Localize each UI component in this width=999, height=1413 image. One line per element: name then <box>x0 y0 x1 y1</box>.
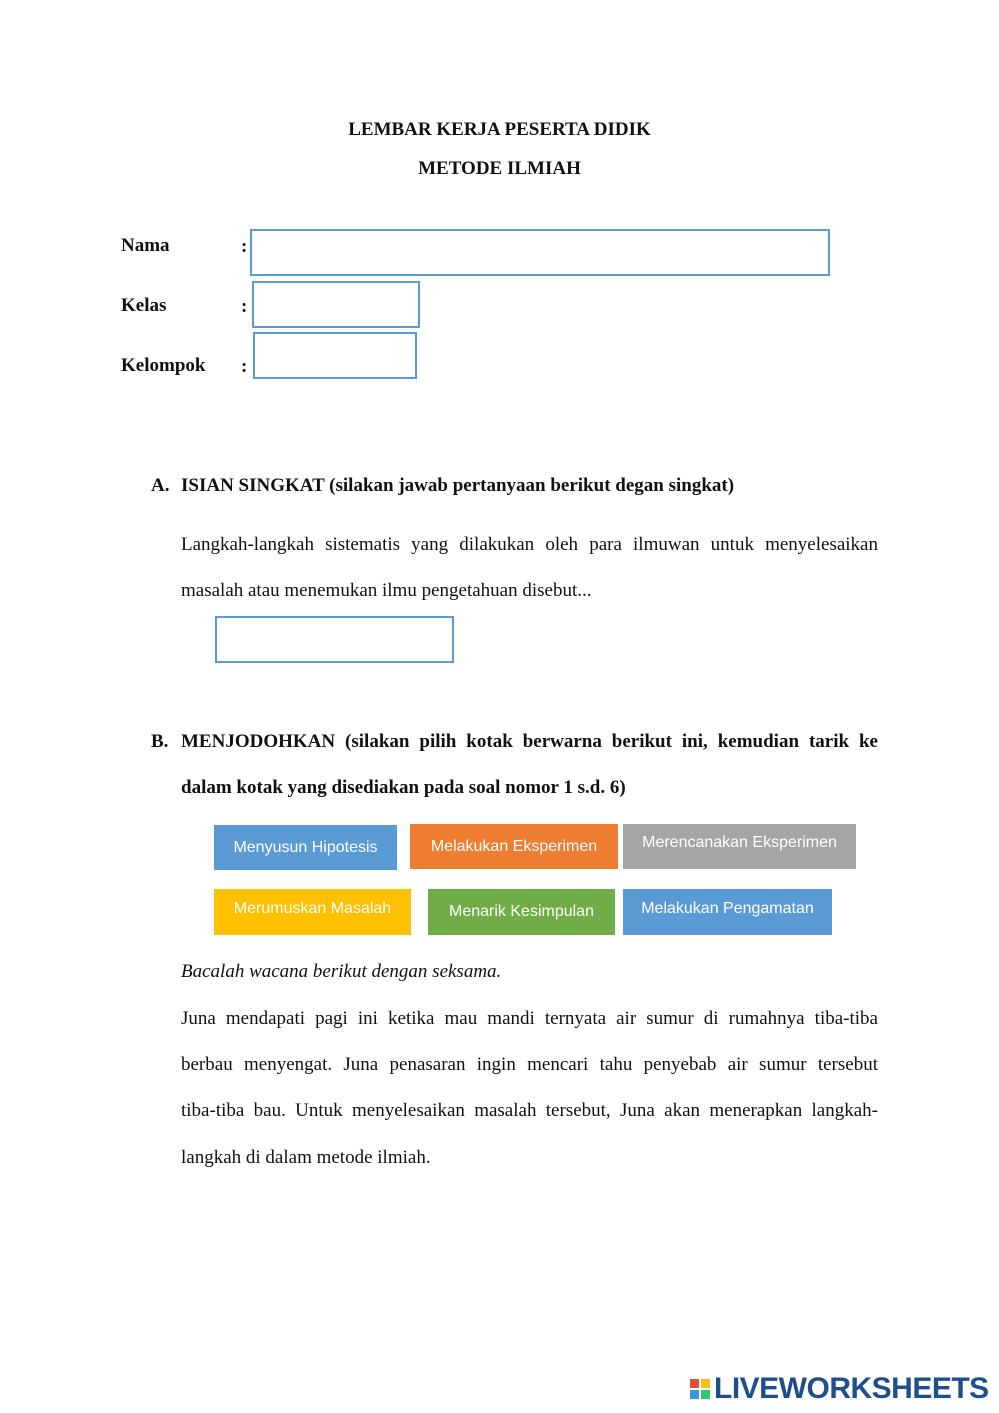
section-a-heading: ISIAN SINGKAT (silakan jawab pertanyaan berikut degan singkat) <box>181 475 735 496</box>
logo-blocks-icon <box>690 1379 710 1399</box>
group-input[interactable] <box>253 332 417 379</box>
option-menarik-kesimpulan[interactable]: Menarik Kesimpulan <box>428 889 615 935</box>
passage-line: Juna mendapati pagi ini ketika mau mandi ternyata air sumur di rumahnya tiba-tiba <box>181 1008 878 1029</box>
logo-text: LIVEWORKSHEETS <box>714 1372 989 1405</box>
section-b-heading-line1: MENJODOHKAN (silakan pilih kotak berwarna berikut ini, kemudian tarik ke <box>181 731 878 752</box>
group-colon: : <box>241 356 248 377</box>
section-a-answer-input[interactable] <box>215 616 454 663</box>
name-label: Nama <box>121 235 170 256</box>
passage-line: langkah di dalam metode ilmiah. <box>181 1147 431 1168</box>
option-menyusun-hipotesis[interactable]: Menyusun Hipotesis <box>214 825 397 870</box>
class-label: Kelas <box>121 295 167 316</box>
section-a-question-line1: Langkah-langkah sistematis yang dilakukan oleh para ilmuwan untuk menyelesaikan <box>181 534 878 555</box>
passage-line: berbau menyengat. Juna penasaran ingin mencari tahu penyebab air sumur tersebut <box>181 1054 878 1075</box>
option-merencanakan-eksperimen[interactable]: Merencanakan Eksperimen <box>623 824 856 869</box>
section-a-marker: A. <box>151 475 170 496</box>
passage-line: tiba-tiba bau. Untuk menyelesaikan masalah tersebut, Juna akan menerapkan langkah- <box>181 1100 878 1121</box>
option-melakukan-eksperimen[interactable]: Melakukan Eksperimen <box>410 824 618 869</box>
class-colon: : <box>241 296 248 317</box>
name-input[interactable] <box>250 229 830 276</box>
option-merumuskan-masalah[interactable]: Merumuskan Masalah <box>214 889 411 935</box>
group-label: Kelompok <box>121 355 206 376</box>
section-b-heading-line2: dalam kotak yang disediakan pada soal nomor 1 s.d. 6) <box>181 777 626 798</box>
section-b-marker: B. <box>151 731 169 752</box>
name-colon: : <box>241 236 248 257</box>
logo-block <box>690 1390 699 1399</box>
option-melakukan-pengamatan[interactable]: Melakukan Pengamatan <box>623 889 832 935</box>
logo-block <box>701 1379 710 1388</box>
liveworksheets-logo <box>690 1372 989 1406</box>
worksheet-title: LEMBAR KERJA PESERTA DIDIK <box>348 119 651 140</box>
logo-block <box>701 1390 710 1399</box>
worksheet-subtitle: METODE ILMIAH <box>418 158 581 179</box>
section-a-question-line2: masalah atau menemukan ilmu pengetahuan disebut... <box>181 580 592 601</box>
reading-instruction: Bacalah wacana berikut dengan seksama. <box>181 961 502 982</box>
class-input[interactable] <box>252 281 420 328</box>
logo-block <box>690 1379 699 1388</box>
